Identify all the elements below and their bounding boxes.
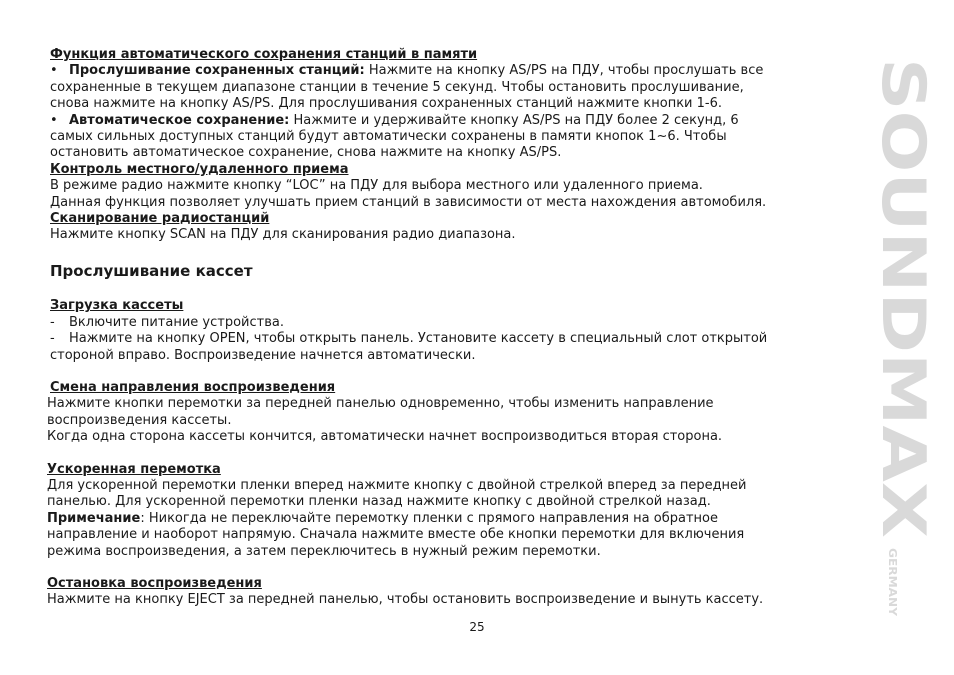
text-line: Нажмите кнопки перемотки за передней панелью одновременно, чтобы изменить направление: [47, 396, 714, 412]
section-heading-stop: Остановка воспроизведения: [47, 575, 262, 591]
page-content: [47, 47, 810, 609]
text-line: направление и наоборот напрямую. Сначала нажмите вместе обе кнопки перемотки для включения: [47, 527, 745, 543]
note-line: Примечание: Никогда не переключайте перемотку пленки с прямого направления на обратное: [47, 510, 718, 526]
bullet-icon: •: [50, 112, 58, 128]
dash-item: - Нажмите на кнопку OPEN, чтобы открыть панель. Установите кассету в специальный слот открытой: [50, 331, 768, 347]
text-line: Когда одна сторона кассеты кончится, автоматически начнет воспроизводиться вторая сторона.: [47, 429, 723, 445]
text-line: В режиме радио нажмите кнопку “LOC” на ПДУ для выбора местного или удаленного приема.: [50, 178, 703, 194]
section-heading-scan: Сканирование радиостанций: [50, 211, 270, 227]
text-line: панелью. Для ускоренной перемотки пленки назад нажмите кнопку с двойной стрелкой назад.: [47, 494, 711, 510]
section-heading-memory: Функция автоматического сохранения станций в памяти: [50, 47, 478, 62]
dash-item: - Включите питание устройства.: [50, 314, 284, 330]
text-line: снова нажмите на кнопку AS/PS. Для прослушивания сохраненных станций нажмите кнопки 1-6.: [50, 96, 723, 112]
section-heading-load: Загрузка кассеты: [50, 298, 184, 314]
text-line: Нажмите кнопку SCAN на ПДУ для сканирования радио диапазона.: [50, 227, 516, 243]
bullet-item: • Прослушивание сохраненных станций: Нажмите на кнопку AS/PS на ПДУ, чтобы прослушать все: [50, 63, 764, 79]
bullet-item: • Автоматическое сохранение: Нажмите и удерживайте кнопку AS/PS на ПДУ более 2 секунд, 6: [50, 112, 739, 128]
bullet-icon: •: [50, 63, 58, 79]
text-line: режима воспроизведения, а затем переключитесь в нужный режим перемотки.: [47, 543, 601, 559]
section-heading-direction: Смена направления воспроизведения: [50, 379, 336, 395]
section-heading-ffwd: Ускоренная перемотка: [47, 461, 221, 477]
text-line: Данная функция позволяет улучшать прием станций в зависимости от места нахождения автомобиля.: [50, 194, 767, 210]
text-line: Нажмите на кнопку EJECT за передней панелью, чтобы остановить воспроизведение и вынуть кассету.: [47, 592, 764, 608]
dash-icon: -: [50, 331, 55, 347]
brand-name: SOUNDMAX: [868, 58, 938, 454]
soundmax-logo: [835, 58, 938, 618]
chapter-title: Прослушивание кассет: [50, 261, 253, 280]
page-number: 25: [469, 620, 485, 634]
text-line: воспроизведения кассеты.: [47, 412, 232, 428]
text-line: Для ускоренной перемотки пленки вперед нажмите кнопку с двойной стрелкой вперед за передней: [47, 477, 747, 493]
brand-sub: GERMANY: [886, 548, 899, 610]
section-heading-loc: Контроль местного/удаленного приема: [50, 161, 349, 177]
text-line: самых сильных доступных станций будут автоматически сохранены в памяти кнопок 1~6. Чтобы: [50, 129, 727, 145]
text-line: стороной вправо. Воспроизведение начнется автоматически.: [50, 347, 476, 363]
text-line: остановить автоматическое сохранение, снова нажмите на кнопку AS/PS.: [50, 145, 562, 161]
text-line: сохраненные в текущем диапазоне станции в течение 5 секунд. Чтобы остановить прослушивание,: [50, 79, 744, 95]
dash-icon: -: [50, 314, 55, 330]
